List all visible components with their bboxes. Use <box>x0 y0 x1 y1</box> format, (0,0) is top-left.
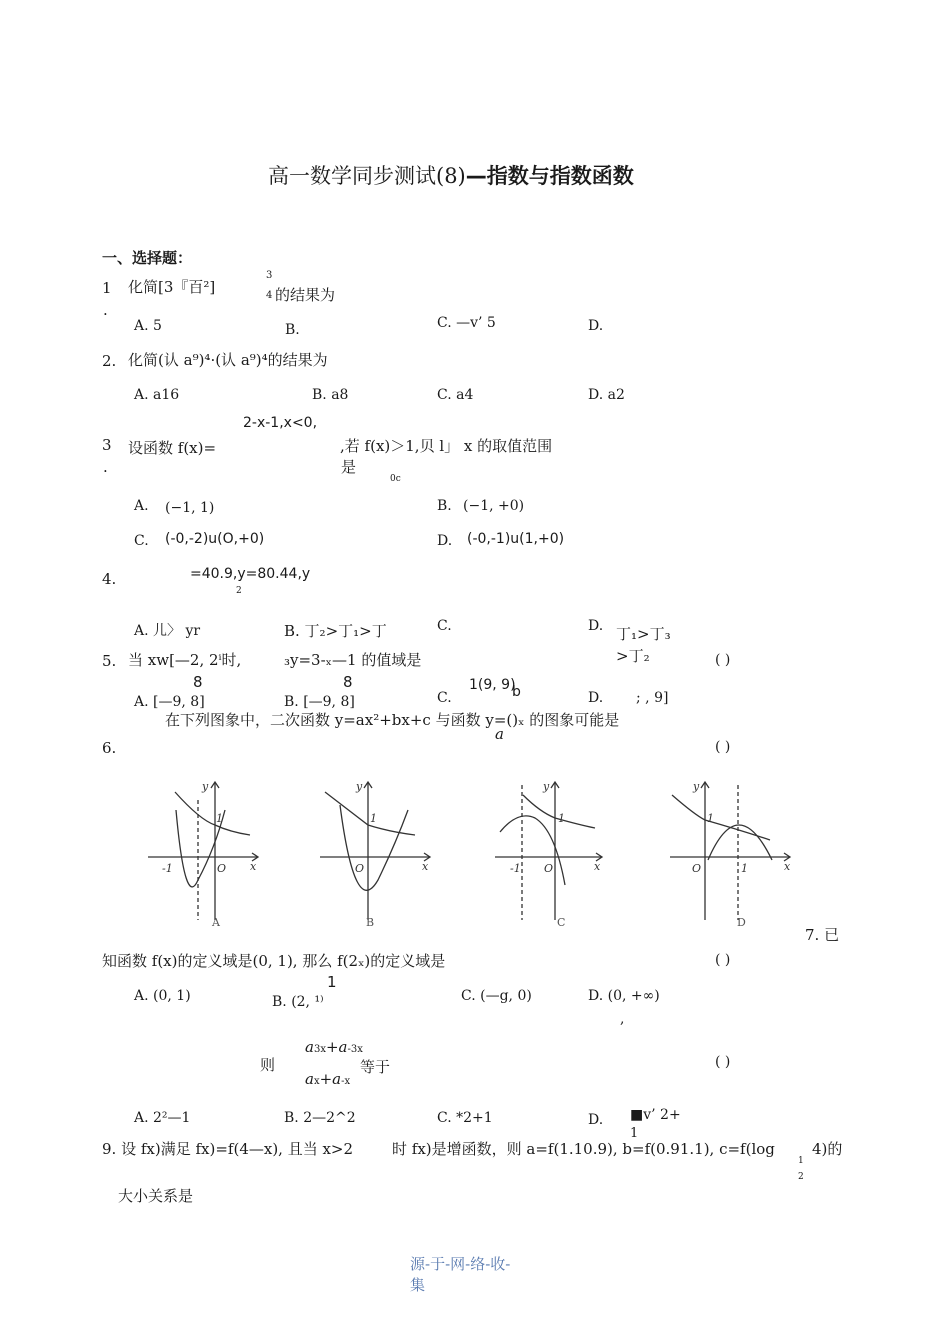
q8-option-d-one: 1 <box>630 1126 639 1141</box>
q8-tail: 等于 <box>360 1058 391 1076</box>
q7-one: 1 <box>327 973 337 991</box>
q1-exp-top: 3 <box>266 270 273 281</box>
q5-text2: ₃y=3-ₓ—1 的值域是 <box>284 651 422 669</box>
q4-text: =40.9,y=80.44,y <box>190 566 311 582</box>
q8-answer-paren: ( ) <box>715 1054 731 1070</box>
q7-number: 7. 已 <box>805 926 840 944</box>
graph-a <box>148 782 258 920</box>
svg-text:1: 1 <box>741 862 748 875</box>
svg-text:O: O <box>355 862 365 875</box>
q3-option-b-value: (−1, +0) <box>463 498 525 514</box>
q9-frac-top: 1 <box>798 1156 804 1166</box>
q2-number: 2. <box>102 352 117 370</box>
q9-tail: 4)的 <box>812 1140 843 1158</box>
svg-text:y: y <box>202 780 209 793</box>
svg-text:x: x <box>422 860 429 873</box>
q7-option-d: D. (0, +∞) <box>588 988 660 1004</box>
svg-text:O: O <box>544 862 554 875</box>
q4-option-a: A. 儿〉 yr <box>134 623 201 639</box>
q1-option-d: D. <box>588 318 604 334</box>
q3-option-c: C. <box>134 533 149 549</box>
q5-option-b: B. [—9, 8] <box>284 694 355 710</box>
q9-text2: 时 fx)是增函数，则 a=f(1.10.9), b=f(0.91.1), c=f(log <box>392 1140 775 1158</box>
q6-a-under: a <box>495 725 504 743</box>
svg-text:O: O <box>217 862 227 875</box>
q7-answer-paren: ( ) <box>715 952 731 968</box>
q4-subscript: 2 <box>236 586 242 596</box>
q3-number: 3 <box>102 436 112 454</box>
svg-text:x: x <box>784 860 791 873</box>
q2-text: 化简(认 a⁹)⁴·(认 a⁹)⁴的结果为 <box>128 351 328 369</box>
q4-number: 4. <box>102 570 117 588</box>
q6-number: 6. <box>102 739 117 757</box>
q7-option-c: C. (—g, 0) <box>461 988 532 1004</box>
graph-label-d: D <box>737 916 746 929</box>
svg-text:1: 1 <box>558 812 565 825</box>
q4-option-c: C. <box>437 618 452 634</box>
q2-option-a: A. a16 <box>134 387 180 403</box>
q5-option-c-value: 1(9, 9) <box>469 677 516 693</box>
q3-option-a: A. <box>134 498 149 514</box>
svg-text:x: x <box>594 860 601 873</box>
q3-small: 0c <box>390 474 401 484</box>
q6-text: 在下列图象中，二次函数 y=ax²+bx+c 与函数 y=()ₓ 的图象可能是 <box>165 711 620 729</box>
svg-text:y: y <box>356 780 363 793</box>
q4-option-d-value2: >丁₂ <box>616 647 650 665</box>
q9-text: 9. 设 fx)满足 fx)=f(4—x), 且当 x>2 <box>102 1140 354 1158</box>
q1-dot: . <box>103 301 108 319</box>
graph-label-a: A <box>212 916 220 929</box>
q1-option-c: C. —v’ 5 <box>437 315 496 331</box>
footer-line1: 源-于-网-络-收- <box>410 1255 511 1273</box>
svg-text:y: y <box>543 780 550 793</box>
q3-dot: . <box>103 458 108 476</box>
title-normal: 高一数学同步测试(8) <box>268 164 466 188</box>
svg-text:1: 1 <box>707 812 714 825</box>
q3-option-b: B. <box>437 498 452 514</box>
graph-b <box>320 782 430 920</box>
q8-option-d: D. <box>588 1112 604 1128</box>
svg-text:-1: -1 <box>510 862 521 875</box>
graph-d <box>670 782 790 920</box>
q1-option-b: B. <box>285 322 300 338</box>
svg-text:x: x <box>250 860 257 873</box>
svg-text:O: O <box>692 862 702 875</box>
q8-option-a: A. 2²—1 <box>134 1110 191 1126</box>
q8-option-c: C. *2+1 <box>437 1110 493 1126</box>
q5-option-d: D. <box>588 690 604 706</box>
q8-option-b: B. 2—2^2 <box>284 1110 356 1126</box>
q5-option-c-b: b <box>512 684 521 700</box>
q5-text: 当 xw[—2, 2ⁱ时, <box>128 651 242 669</box>
q5-number: 5. <box>102 652 117 670</box>
q8-denominator: ax+a-x <box>305 1070 351 1088</box>
q1-option-a: A. 5 <box>134 318 162 334</box>
q6-graphs <box>140 770 820 935</box>
q1-exp-bot: 4 <box>266 290 273 301</box>
q2-option-c: C. a4 <box>437 387 474 403</box>
q7-text: 知函数 f(x)的定义域是(0, 1), 那么 f(2ₓ)的定义域是 <box>102 952 446 970</box>
q9-frac-bot: 2 <box>798 1172 804 1182</box>
q7-option-b: B. (2, ¹⁾ <box>272 994 324 1010</box>
q3-piecewise: 2-x-1,x<0, <box>243 415 318 431</box>
svg-text:1: 1 <box>216 812 223 825</box>
q3-shi: 是 <box>341 458 357 476</box>
graph-c <box>495 782 602 920</box>
q5-eight-a: 8 <box>193 673 203 691</box>
q9-line2: 大小关系是 <box>118 1187 194 1205</box>
q5-option-c: C. <box>437 690 452 706</box>
q6-answer-paren: ( ) <box>715 739 731 755</box>
q2-option-b: B. a8 <box>312 387 349 403</box>
q1-text: 化简[3『百²] <box>128 278 216 296</box>
q3-option-d-value: (-0,-1)u(1,+0) <box>467 531 565 547</box>
q3-option-c-value: (-0,-2)u(O,+0) <box>165 531 265 547</box>
q3-condition: ,若 f(x)＞1,贝 l」 x 的取值范围 <box>340 437 553 455</box>
q3-option-d: D. <box>437 533 453 549</box>
q3-option-a-value: (−1, 1) <box>165 500 215 516</box>
svg-text:-1: -1 <box>162 862 173 875</box>
q5-option-d-value: ; , 9] <box>636 690 669 706</box>
q3-text: 设函数 f(x)= <box>128 439 217 457</box>
q4-option-d: D. <box>588 618 604 634</box>
graph-label-c: C <box>557 916 566 929</box>
q5-eight-b: 8 <box>343 673 353 691</box>
q7-option-d-extra: , <box>620 1011 625 1027</box>
q5-answer-paren: ( ) <box>715 652 731 668</box>
svg-text:1: 1 <box>370 812 377 825</box>
graph-label-b: B <box>366 916 375 929</box>
q5-option-a: A. [—9, 8] <box>134 694 205 710</box>
page-title <box>268 160 634 190</box>
q1-tail: 的结果为 <box>275 286 336 304</box>
footer-line2: 集 <box>410 1276 426 1294</box>
q8-numerator: a3x+a-3x <box>305 1038 363 1056</box>
q4-option-b: B. 丁₂>丁₁>丁 <box>284 622 387 640</box>
title-bold: —指数与指数函数 <box>465 164 634 188</box>
q2-option-d: D. a2 <box>588 387 625 403</box>
svg-text:y: y <box>693 780 700 793</box>
q7-option-a: A. (0, 1) <box>134 988 191 1004</box>
section-heading: 一、选择题： <box>102 249 193 267</box>
q8-ze: 则 <box>260 1056 276 1074</box>
q4-option-d-value1: 丁₁>丁₃ <box>616 625 671 643</box>
q1-number: 1 <box>102 279 112 297</box>
q8-option-d-value: ■v’ 2+ <box>630 1107 681 1123</box>
